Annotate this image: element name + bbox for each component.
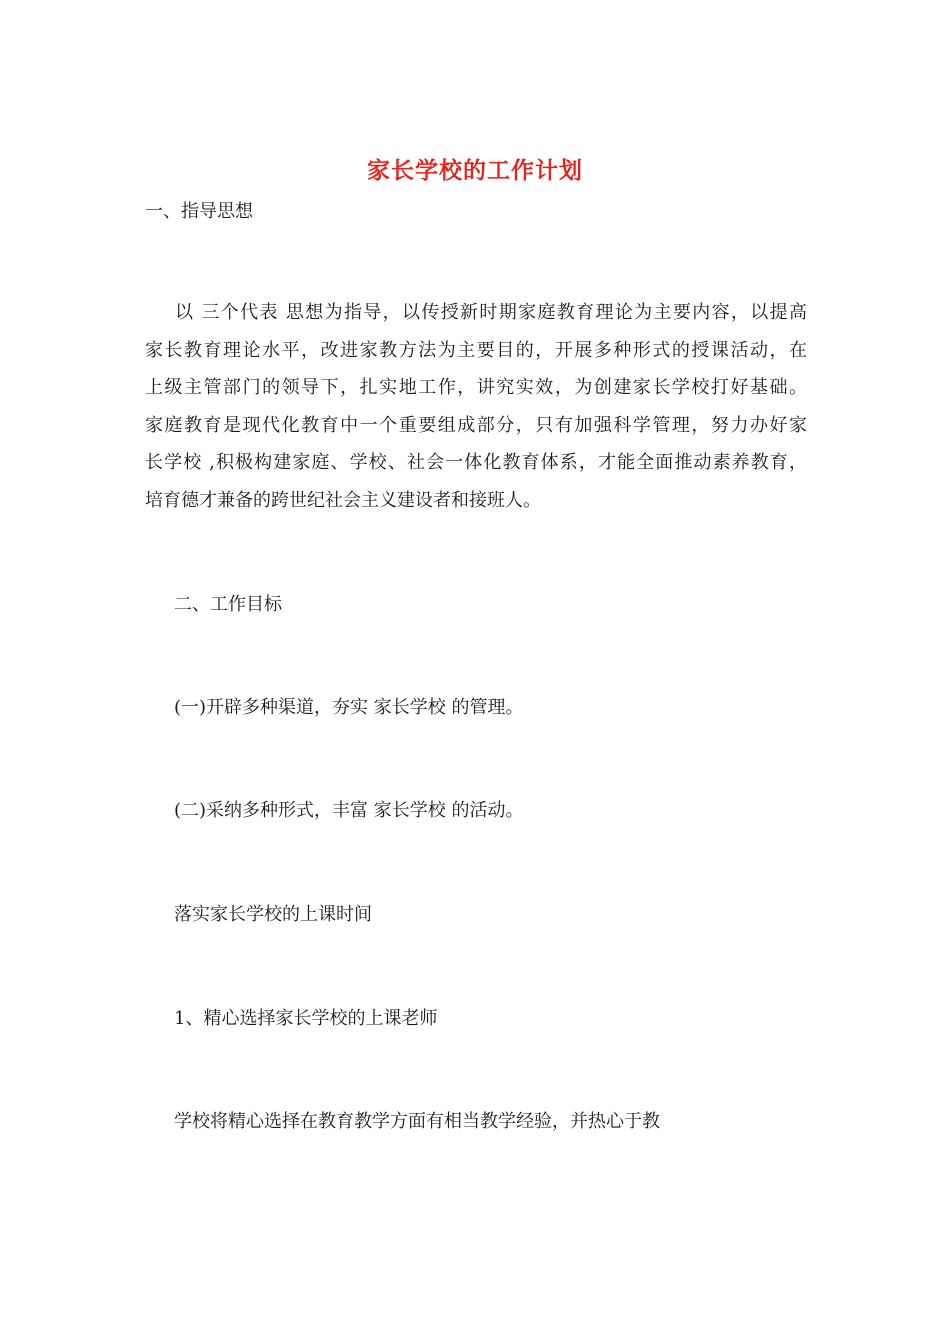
section-heading-guiding-ideology: 一、指导思想 [145,201,253,222]
goal-item-1: (一)开辟多种渠道，夯实 家长学校 的管理。 [174,697,524,718]
section-heading-work-goals: 二、工作目标 [174,594,282,615]
paragraph-line: 家长教育理论水平，改进家教方法为主要目的，开展多种形式的授课活动，在 [145,339,807,361]
subheading-class-time: 落实家长学校的上课时间 [174,904,372,925]
goal-item-2: (二)采纳多种形式，丰富 家长学校 的活动。 [174,800,524,821]
document-title: 家长学校的工作计划 [367,157,583,184]
paragraph-line: 长学校 ,积极构建家庭、学校、社会一体化教育体系，才能全面推动素养教育， [145,452,807,473]
numbered-item-1: 1、精心选择家长学校的上课老师 [174,1008,438,1029]
teacher-selection-paragraph: 学校将精心选择在教育教学方面有相当教学经验，并热心于教 [174,1111,660,1132]
paragraph-line: 上级主管部门的领导下，扎实地工作，讲究实效，为创建家长学校打好基础。 [145,377,807,398]
paragraph-line: 以 三个代表 思想为指导，以传授新时期家庭教育理论为主要内容，以提高 [175,302,807,323]
guiding-ideology-paragraph [145,294,807,519]
paragraph-line: 培育德才兼备的跨世纪社会主义建设者和接班人。 [145,489,541,511]
paragraph-line: 家庭教育是现代化教育中一个重要组成部分，只有加强科学管理，努力办好家 [145,414,807,436]
